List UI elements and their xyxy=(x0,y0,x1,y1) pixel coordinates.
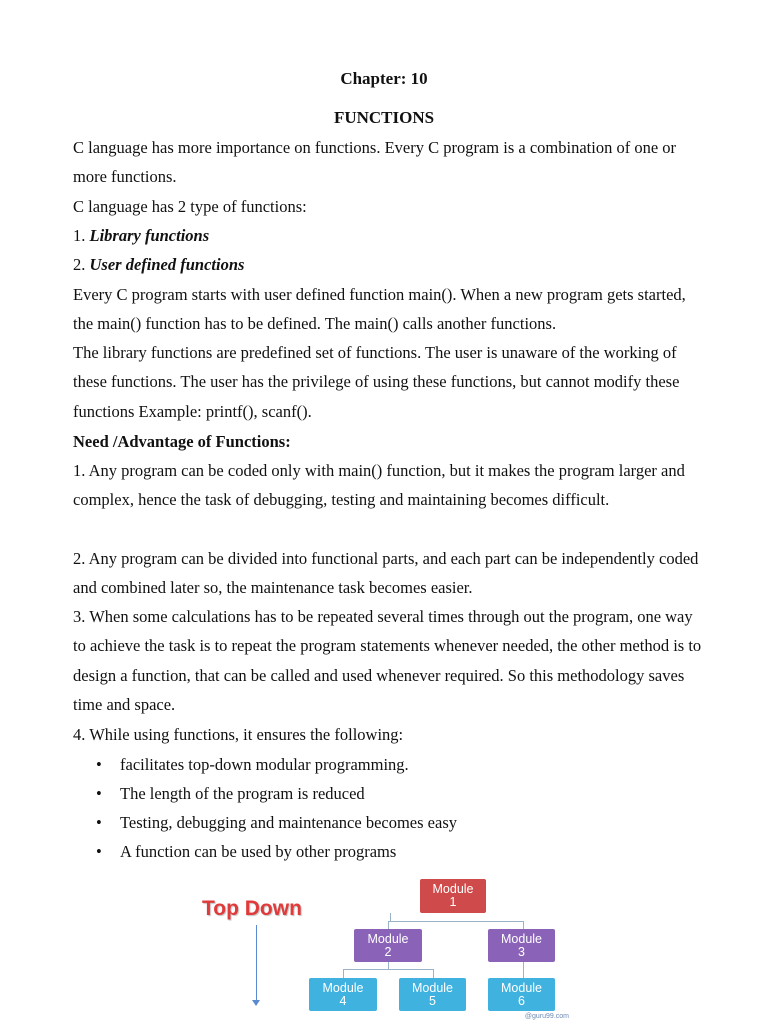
connector-line xyxy=(388,962,389,969)
type-number: 1. xyxy=(73,226,90,245)
function-type-2 xyxy=(73,255,244,275)
connector-line xyxy=(390,913,391,921)
list-item xyxy=(96,842,396,862)
advantage-point-4: 4. While using functions, it ensures the following: xyxy=(73,725,404,744)
bullet-icon: • xyxy=(96,813,102,832)
module-label: Module xyxy=(432,882,474,896)
main-function-paragraph: Every C program starts with user defined function main(). When a new program gets started, the main() function has to be defined. The main() calls another functions. xyxy=(73,285,686,334)
arrow-down-icon xyxy=(256,925,257,1005)
module-number: 2 xyxy=(384,944,392,959)
library-functions-paragraph: The library functions are predefined set of functions. The user is unaware of the working of these functions. The user has the privilege of using these functions, but cannot modify these functions Example: printf(), scanf(). xyxy=(73,343,680,421)
advantage-point-2: 2. Any program can be divided into functional parts, and each part can be independently coded and combined later so, the maintenance task becomes easier. xyxy=(73,549,699,598)
function-type-1 xyxy=(73,226,209,246)
module-1 xyxy=(420,879,486,913)
chapter-title: Chapter: 10 xyxy=(340,69,428,88)
module-5 xyxy=(399,978,466,1011)
connector-line xyxy=(343,969,433,970)
list-item xyxy=(96,784,365,804)
types-intro: C language has 2 type of functions: xyxy=(73,197,307,216)
module-6 xyxy=(488,978,555,1011)
connector-line xyxy=(433,969,434,978)
bullet-icon: • xyxy=(96,842,102,861)
library-functions-label: Library functions xyxy=(89,226,210,245)
top-down-label: Top Down xyxy=(202,897,302,920)
user-defined-functions-label: User defined functions xyxy=(89,255,245,274)
connector-line xyxy=(343,969,344,978)
connector-line xyxy=(523,962,524,978)
arrow-head-icon xyxy=(252,1000,260,1006)
list-item xyxy=(96,813,457,833)
watermark: @guru99.com xyxy=(524,1013,569,1020)
connector-line xyxy=(388,921,523,922)
list-item-text: facilitates top-down modular programming. xyxy=(120,755,409,774)
module-2 xyxy=(354,929,422,962)
need-advantage-heading: Need /Advantage of Functions: xyxy=(73,432,291,451)
advantage-point-3: 3. When some calculations has to be repeated several times through out the program, one way to achieve the task is to repeat the program statements whenever needed, the other method is to design a function, that can be called and used whenever required. So this methodology saves time and space. xyxy=(73,607,702,714)
list-item xyxy=(96,755,409,775)
list-item-text: Testing, debugging and maintenance becomes easy xyxy=(120,813,457,832)
module-label: Module xyxy=(501,931,542,946)
connector-line xyxy=(388,921,389,929)
bullet-icon: • xyxy=(96,755,102,774)
list-item-text: A function can be used by other programs xyxy=(120,842,397,861)
section-heading: FUNCTIONS xyxy=(333,108,435,127)
module-number: 6 xyxy=(518,993,525,1008)
module-number: 3 xyxy=(518,944,525,959)
module-number: 1 xyxy=(449,895,457,909)
module-label: Module xyxy=(367,931,409,946)
top-down-diagram xyxy=(195,870,575,1020)
module-label: Module xyxy=(322,980,364,995)
advantage-point-1: 1. Any program can be coded only with main() function, but it makes the program larger and complex, hence the task of debugging, testing and maintaining becomes difficult. xyxy=(73,461,685,510)
bullet-icon: • xyxy=(96,784,102,803)
module-number: 4 xyxy=(339,993,347,1008)
module-number: 5 xyxy=(429,993,436,1008)
module-label: Module xyxy=(412,980,453,995)
connector-line xyxy=(523,921,524,929)
module-label: Module xyxy=(501,980,542,995)
intro-paragraph: C language has more importance on functions. Every C program is a combination of one or more functions. xyxy=(73,138,677,187)
list-item-text: The length of the program is reduced xyxy=(120,784,365,803)
module-4 xyxy=(309,978,377,1011)
module-3 xyxy=(488,929,555,962)
type-number: 2. xyxy=(73,255,90,274)
